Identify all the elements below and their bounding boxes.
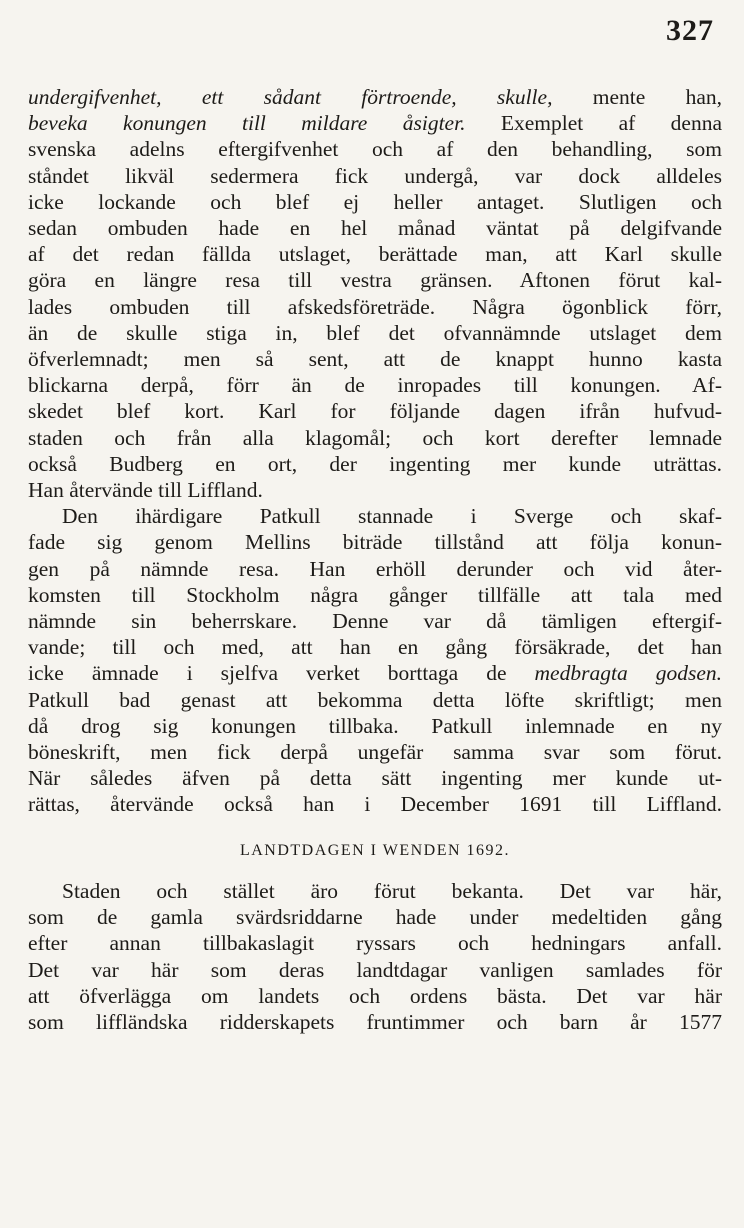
text-segment: sedan ombuden hade en hel månad väntat på delgifvande (28, 216, 722, 241)
text-line (28, 320, 722, 346)
paragraph-2 (28, 503, 722, 817)
text-line (28, 215, 722, 241)
italic-text: undergifvenhet, ett sådant förtroende, skulle, (28, 85, 553, 109)
section-heading: LANDTDAGEN I WENDEN 1692. (239, 841, 511, 859)
text-line (28, 1009, 722, 1035)
text-segment: blickarna derpå, förr än de inropades till konungen. Af- (28, 373, 722, 398)
text-body (28, 84, 722, 1035)
page-number: 327 (666, 14, 714, 47)
text-segment: Han återvände till Liffland. (28, 478, 263, 503)
text-line (28, 713, 722, 739)
text-segment: nämnde sin beherrskare. Denne var då tämligen eftergif- (28, 609, 722, 634)
text-line (28, 582, 722, 608)
text-line (28, 267, 722, 293)
text-segment: mente han, (552, 85, 723, 109)
text-segment: som de gamla svärdsriddarne hade under medeltiden gång (28, 905, 722, 930)
text-segment: än de skulle stiga in, blef det ofvannämnde utslaget dem (28, 320, 722, 345)
text-line (28, 189, 722, 215)
text-segment: göra en längre resa till vestra gränsen. Aftonen förut kal- (28, 268, 722, 293)
text-segment: komsten till Stockholm några gånger tillfälle att tala med (28, 582, 722, 607)
text-segment: Staden och stället äro förut bekanta. Det var här, (62, 878, 722, 903)
text-line (28, 163, 722, 189)
text-line (28, 634, 722, 660)
text-line (28, 765, 722, 791)
text-segment: Exemplet af denna (465, 111, 722, 136)
text-segment: böneskrift, men fick derpå ungefär samma svar som förut. (28, 740, 722, 765)
italic-text: beveka konungen till mildare åsigter. (28, 111, 466, 136)
text-segment: också Budberg en ort, der ingenting mer kunde uträttas. (28, 451, 722, 476)
text-segment: staden och från alla klagomål; och kort derefter lemnade (28, 425, 722, 450)
text-line (28, 930, 722, 956)
text-segment: vande; till och med, att han en gång försäkrade, det han (28, 635, 722, 660)
paragraph-3 (28, 878, 722, 1035)
text-segment: ståndet likväl sedermera fick undergå, var dock alldeles (28, 163, 722, 188)
text-line (28, 477, 722, 503)
text-segment: rättas, återvände också han i December 1691 till Liffland. (28, 792, 722, 817)
text-segment: När således äfven på detta sätt ingenting mer kunde ut- (28, 766, 722, 791)
text-line (28, 84, 722, 110)
text-line (28, 660, 722, 686)
text-line (28, 136, 722, 162)
text-segment: icke ämnade i sjelfva verket borttaga de (28, 661, 535, 686)
text-line (28, 110, 722, 136)
text-line (28, 608, 722, 634)
text-line (28, 529, 722, 555)
italic-text: medbragta godsen. (534, 661, 722, 686)
text-segment: då drog sig konungen tillbaka. Patkull inlemnade en ny (28, 713, 722, 738)
text-line (28, 983, 722, 1009)
text-segment: skedet blef kort. Karl for följande dagen ifrån hufvud- (28, 399, 722, 424)
text-segment: af det redan fällda utslaget, berättade man, att Karl skulle (28, 242, 722, 267)
text-segment: svenska adelns eftergifvenhet och af den behandling, som (28, 137, 722, 162)
text-line (28, 503, 722, 529)
text-line (28, 294, 722, 320)
text-segment: lades ombuden till afskedsföreträde. Några ögonblick förr, (28, 294, 722, 319)
text-line (28, 904, 722, 930)
text-line (28, 791, 722, 817)
text-segment: fade sig genom Mellins biträde tillstånd att följa konun- (28, 530, 722, 555)
text-segment: öfverlemnadt; men så sent, att de knappt hunno kasta (28, 347, 722, 372)
text-line (28, 957, 722, 983)
text-line (28, 372, 722, 398)
text-line (28, 556, 722, 582)
text-segment: Patkull bad genast att bekomma detta löfte skriftligt; men (28, 687, 722, 712)
text-segment: som liffländska ridderskapets fruntimmer och barn år 1577 (28, 1009, 722, 1034)
text-segment: efter annan tillbakaslagit ryssars och hedningars anfall. (28, 931, 722, 956)
text-segment: att öfverlägga om landets och ordens bästa. Det var här (28, 983, 722, 1008)
text-line (28, 346, 722, 372)
text-line (28, 398, 722, 424)
paragraph-1 (28, 84, 722, 503)
text-segment: icke lockande och blef ej heller antaget. Slutligen och (28, 189, 722, 214)
text-line (28, 425, 722, 451)
text-line (28, 451, 722, 477)
text-segment: Den ihärdigare Patkull stannade i Sverge och skaf- (62, 504, 722, 529)
text-line (28, 687, 722, 713)
text-segment: gen på nämnde resa. Han erhöll derunder och vid åter- (28, 556, 722, 581)
text-line (28, 739, 722, 765)
text-segment: Det var här som deras landtdagar vanligen samlades för (28, 957, 722, 982)
text-line (28, 241, 722, 267)
text-line (28, 878, 722, 904)
